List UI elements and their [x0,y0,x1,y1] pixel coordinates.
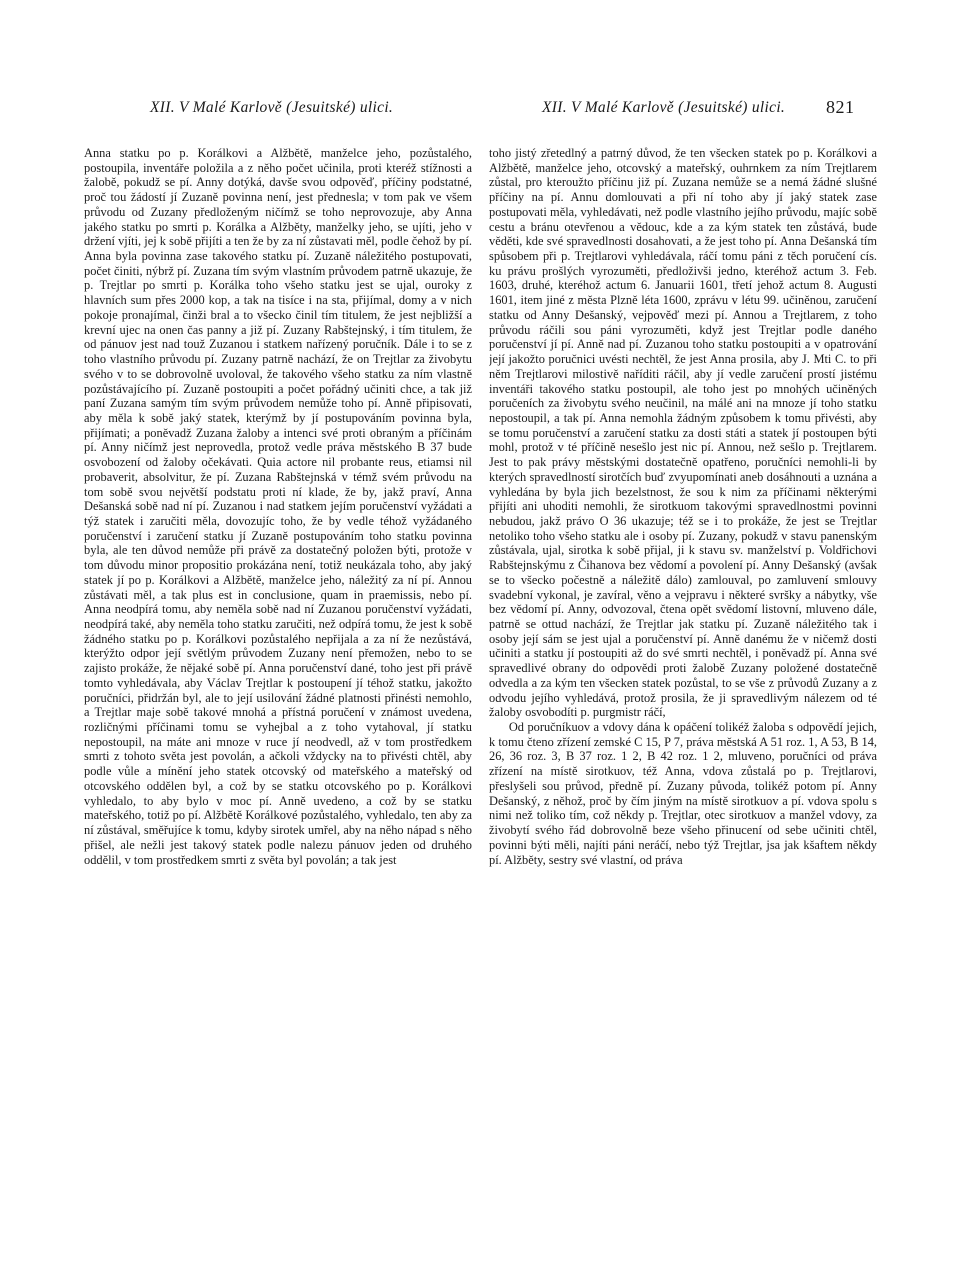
page-number: 821 [826,97,855,117]
left-column-paragraph: Anna statku po p. Korálkovi a Alžbětě, manželce jeho, pozůstalého, postoupila, inventáře položila a z něho počet učinila, proti kteréž stížnosti a žalobě, pokudž se pí. Anny dotýká, davše svou odpověď, příčiny podstatné, proč tou žádostí jí Zuzaně povinna není, jest přednesla; v tom pak ve všem průvodu od Zuzany předloženým ničímž se toho neprovozuje, aby Anna jakého statku po smrti p. Korálka a Alžběty, manželky jeho, se ujíti, jeho v držení vjíti, jej k sobě přijíti a ten že by za ní zůstavati měl, podle čehož by pí. Anna byla povinna zase takového statku pí. Zuzaně náležitého postupovati, počet činiti, nýbrž pí. Zuzana tím svým vlastním průvodem patrně ukazuje, že p. Trejtlar po smrti p. Korálka toho všeho statku jest se ujal, ouroky z hlavních sum přes 2000 kop, a tak na tisíce i na sta, přijímal, domy a v nich pokoje pronajímal, činži bral a to všecko činil tím titulem, že jest nejbližší a krevní ujec na onen čas panny a již pí. Zuzany Rabštejnský, i tím titulem, že od pánuov jest nad touž Zuzanou i statkem nařízený poručník. Dále i to se z toho vlastního průvodu pí. Zuzany patrně nachází, že on Trejtlar za živobytu svého v to se dobrovolně uvoloval, že takového všeho statku za ním vlastně pozůstávajícího pí. Zuzaně postoupiti a počet pořádný učiniti chce, a tak již paní Zuzana samým tím svým průvodem nemůže toho pí. Anně připisovati, aby měla k sobě jaký statek, kterýmž by jí postupováním povinna byla, přijímati; a poněvadž Zuzana žaloby a intenci své proti obraným a příčinám pí. Anny ničímž jest neprovedla, protož vedle práva městského B 37 bude osvobození od žaloby očekávati. Quia actore nil probante reus, etiamsi nil probaverit, absolvitur, že pí. Zuzana Rabštejnská v témž svém průvodu na tom sobě svou největší podstatu proti ní klade, že by, jakž praví, Anna Dešanská sobě nad ní pí. Zuzanou i nad statkem jejím poručenství vyžádati a týž statek i zaručiti měla, dovozujíc toho, že by vedle téhož vyžádaného poručenství i zaručení statku jí Zuzaně postupováním toho statku povinna byla, ale ten důvod nemůže při právě za dostatečný položen býti, protože v tom důvodu minor propositio prokázána není, totiž neukázala toho, aby jaký statek jí po p. Korálkovi a Alžbětě, manželce jeho, náležitý za ní pí. Annou zůstávati měl, a tak plus est in conclusione, quam in praemissis, nebo pí. Anna neodpírá tomu, aby neměla sobě nad ní Zuzanou poručenství vyžádati, neodpírá také, aby neměla toho statku zaručiti, než odpírá tomu, že jest k sobě žádného statku po p. Korálkovi pozůstalého nepřijala a za ní že nezůstává, kterýžto odpor její světlým průvodem Zuzany není přemožen, nebo to se zajisto prokáže, že nějaké sobě pí. Anna poručenství dané, toho jest při právě tomto vyhledávala, aby Václav Trejtlar k postoupení jí téhož statku, jakožto poručníci, přidržán byl, ale to její usilování žádné platnosti přinésti nemohlo, a Trejtlar maje sobě takové mnohá a přístná poručení v známost uvedena, rozličnými příčinami tomu se vyhejbal a z toho vytahoval, jí statku nepostoupil, na máte ani mnoze v ruce jí neodvedl, až v tom prostředkem smrti z tohoto světa jest povolán, a ačkoli vždycky na to přivésti chtěl, aby podle vůle a mínění jeho statek otcovský od mateřského a mateřský od otcovského oddělen byl, a což by se statku otcovského po p. Korálkovi vyhledalo, to aby bylo v moc pí. Anně uvedeno, a což by se statku mateřského, totiž po pí. Alžbětě Korálkové pozůstalého, vyhledalo, ten aby za ní zůstával, směřujíce k tomu, kdyby sirotek umřel, aby na něho nápad s něho přišel, ale nežli jest takový statek podle nalezu pánuov jeden od druhého oddělil, v tom prostředkem smrti z světa byl povolán; a tak jest [84,146,472,867]
left-text-column [84,146,472,1226]
running-head-left: XII. V Malé Karlově (Jesuitské) ulici. [150,99,394,116]
right-column-paragraph-2: Od poručníkuov a vdovy dána k opáčení tolikéž žaloba s odpovědí jejich, k tomu čteno zřízení zemské C 15, P 7, práva městská A 51 roz. 1, A 53, B 14, 26, 36 roz. 3, B 37 roz. 1 2, B 42 roz. 1 2, mluveno, poručníci od práva zřízení na místě sirotkuov, též Anna, vdova zůstalá po p. Trejtlarovi, přeslyšeli sou průvod, předně pí. Zuzany původa, tolikéž potom pí. Anny Dešanský, z něhož, proč by čím jiným na místě sirotkuov a pí. vdova spolu s nimi než toliko tím, což někdy p. Trejtlar, otec sirotkuov a manžel vdovy, za živobytí svého řád dobrovolně beze všeho přinucení od sebe učiniti chtěl, povinni býti měli, najíti páni neráčí, nebo týž Trejtlar, jsa jak kšaftem někdy pí. Alžběty, sestry své vlastní, od práva [489,720,877,867]
right-text-column [489,146,877,1226]
right-column-paragraph-1: toho jistý zřetedlný a patrný důvod, že ten všecken statek po p. Korálkovi a Alžbětě, manželce jeho, otcovský a mateřský, ouhrnkem za ním Trejtlarem zůstal, pro kteroužto příčinu již pí. Zuzana nemůže se a nemá žádné slušné příčiny na pí. Annu domlouvati a při ní toho aby jí jaký statek zase postupovati měla, vyhledávati, než podle vlastního jejího průvodu, majíc sobě cestu a bránu otevřenou a vědouc, kde a za kým statek ten zůstává, bude věděti, kde své spravedlnosti dosahovati, a že jest toho pí. Anna Dešanská tím spůsobem při p. Trejtlarovi vyhledávala, ráčí tomu páni z těch poručení cís. ku právu prošlých vyrozuměti, předloživši jedno, kteréhož actum 3. Feb. 1603, druhé, kteréhož actum 6. Januarii 1601, třetí jehož actum 8. Augusti 1601, item jiné z města Plzně léta 1600, zprávu v létu 99. učiněnou, zaručení statku od Anny Dešanský, vejpověď mezi pí. Annou a Trejtlarem, z toho průvodu ráčili sou páni vyrozuměti, když jest Trejtlar podle daného poručenství jí pí. Anně nad pí. Zuzanou toho statku postoupiti a v opatrování její jakožto poručnici uvésti nechtěl, že jest Anna prosila, aby J. Mti C. to při něm Trejtlarovi milostivě naříditi ráčil, aby jí vedle zaručení prostí jistému inventáři takového statku postoupil, ale toho jest po mnohých učiněných poručeních za živobytu svého neučinil, na málé ani na mnoze jí toho statku nepostoupil, a tak pí. Anna nemohla žádným způsobem k tomu přivésti, aby se tomu poručenství a zaručení statku za dosti státi a statek jí postoupen býti mohl, protož v té příčině nesešlo jest nic pí. Annou, než sešlo p. Trejtlarem. Jest to pak právy městskými dostatečně opatřeno, poručníci nemohli-li by kterých spravedlností sirotčích buď zvyupomínati aneb dosáhnouti a uznána a vyhledána by byla jich bezelstnost, že sou k nim za příčinami některými přijíti ani uhoditi nemohli, že sirotkuom takovými spravedlnostmi povinni nebudou, jakž právo O 36 ukazuje; též se i to prokáže, že jest se Trejtlar netoliko toho všeho statku ale i osoby pí. Zuzany, pokudž v stavu panenským zůstávala, ujal, sirotka k sobě přijal, ji k stavu sv. manželství p. Voldřichovi Rabštejnskýmu z Čihanova bez vědomí a povolení pí. Anny Dešanský (avšak se to všecko počestně a náležitě dálo) zamlouval, po zamluvení smlouvy svadební vykonal, je zavíral, věno a vejpravu i některé svršky a nábytky, vše bez vědomí pí. Anny, odvozoval, čtena opět svědomí listovní, mluveno dále, patrně se ottud nachází, že Trejtlar jak statku pí. Zuzaně náležitého tak i osoby její sám se jest ujal a poručenství pí. Anně danému že v ničemž dosti učiniti a statku jí postoupiti až do své smrti nechtěl, i poněvadž pí. Anna své spravedlivé obrany do odpovědi proti žalobě Zuzany položené dostatečně odvedla a za kým ten všecken statek pozůstal, to se vše z průvodů Zuzany a z odvodu jejího vyhledává, protož prosila, že ji spravedlivým nálezem od té žaloby osvobodíti p. purgmistr ráčí, [489,146,877,720]
running-head-right: XII. V Malé Karlově (Jesuitské) ulici. [542,99,786,116]
